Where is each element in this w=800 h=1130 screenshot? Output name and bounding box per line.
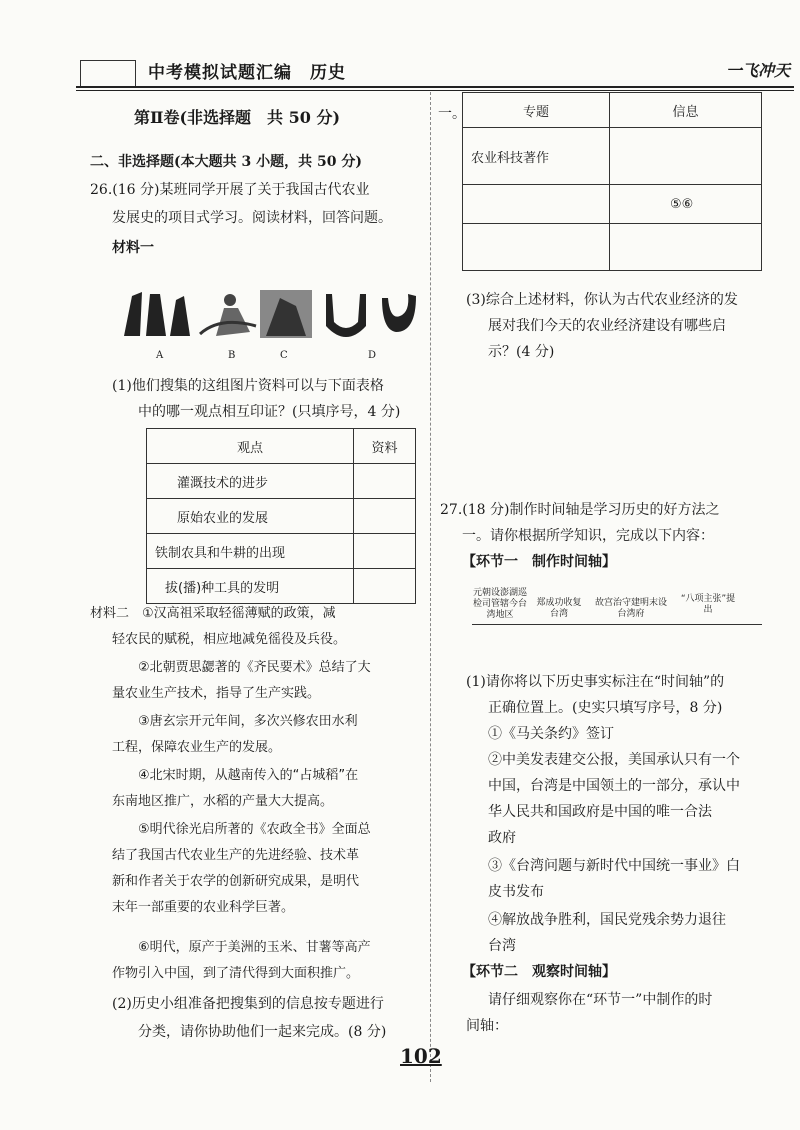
topic-cell: 农业科技著作 — [463, 128, 610, 185]
header-title: 中考模拟试题汇编 历史 — [148, 63, 346, 83]
material2-line: 结了我国古代农业生产的先进经验、技术革 — [112, 848, 360, 863]
fact-item: ①《马关条约》签订 — [488, 726, 614, 742]
page-number: 102 — [400, 1044, 442, 1068]
q26-line2: 发展史的项目式学习。阅读材料，回答问题。 — [112, 210, 392, 226]
material2-line: 轻农民的赋税，相应地减免徭役及兵役。 — [112, 632, 347, 647]
fact-item: 华人民共和国政府是中国的唯一合法 — [488, 804, 712, 820]
fact-item: 政府 — [488, 830, 516, 846]
table-row — [463, 128, 762, 185]
timeline-label: “八项主张”提出 — [680, 594, 736, 615]
table-row — [147, 534, 416, 569]
table-header-topic: 专题 — [463, 93, 610, 128]
figure-d-hoe-icon — [326, 294, 416, 337]
table-row — [147, 464, 416, 499]
material2-line: ④北宋时期，从越南传入的“占城稻”在 — [138, 768, 359, 783]
q3-line1: (3)综合上述材料，你认为古代农业经济的发 — [466, 292, 738, 308]
figure-a-tool-icon — [124, 292, 190, 336]
link2-line1: 请仔细观察你在“环节一”中制作的时 — [488, 992, 713, 1008]
q26-line1: 26.(16 分)某班同学开展了关于我国古代农业 — [90, 182, 370, 198]
header-rule-thin — [76, 90, 794, 91]
material1-label: 材料一 — [112, 240, 154, 256]
q27-1-line2: 正确位置上。(史实只填写序号，8 分) — [488, 700, 723, 716]
fact-item: ④解放战争胜利，国民党残余势力退往 — [488, 912, 726, 928]
link1-heading: 【环节一 制作时间轴】 — [462, 554, 616, 570]
figure-b-plowing-icon — [200, 294, 256, 336]
viewpoint-cell: 铁制农具和牛耕的出现 — [147, 534, 354, 569]
answer-cell[interactable] — [354, 569, 416, 604]
viewpoint-table — [146, 428, 416, 604]
table-row — [463, 224, 762, 271]
material2-line: 新和作者关于农学的创新研究成果，是明代 — [112, 874, 360, 889]
info-cell: ⑤⑥ — [610, 185, 762, 224]
fig-label-c: C — [280, 350, 288, 361]
table-row — [147, 499, 416, 534]
fact-item: ②中美发表建交公报，美国承认只有一个 — [488, 752, 740, 768]
header-logo — [80, 60, 136, 88]
fact-item: ③《台湾问题与新时代中国统一事业》白 — [488, 858, 740, 874]
topic-answer-cell[interactable] — [463, 224, 610, 271]
link2-line2: 间轴： — [466, 1018, 508, 1034]
fact-item: 中国，台湾是中国领土的一部分，承认中 — [488, 778, 740, 794]
q2-line2: 分类，请你协助他们一起来完成。(8 分) — [138, 1024, 387, 1040]
timeline-label: 郑成功收复台湾 — [536, 598, 582, 619]
material2-line: ③唐玄宗开元年间，多次兴修农田水利 — [138, 714, 358, 729]
section-title: 第Ⅱ卷(非选择题 共 50 分) — [134, 108, 341, 127]
material2-line: ⑥明代，原产于美洲的玉米、甘薯等高产 — [138, 940, 371, 955]
fact-item: 台湾 — [488, 938, 516, 954]
info-cell[interactable] — [610, 128, 762, 185]
timeline-axis — [472, 624, 762, 625]
table-header-info: 信息 — [610, 93, 762, 128]
table-header-viewpoint: 观点 — [147, 429, 354, 464]
fig-label-a: A — [156, 350, 164, 361]
q27-line2: 一。请你根据所学知识，完成以下内容： — [462, 528, 714, 544]
answer-cell[interactable] — [354, 464, 416, 499]
table-header-row — [147, 429, 416, 464]
q26-cont-line: 一。 — [438, 106, 466, 122]
viewpoint-cell: 灌溉技术的进步 — [147, 464, 354, 499]
info-answer-cell[interactable] — [610, 224, 762, 271]
topic-answer-cell[interactable] — [463, 185, 610, 224]
topic-table — [462, 92, 762, 271]
link2-heading: 【环节二 观察时间轴】 — [462, 964, 616, 980]
q27-1-line1: (1)请你将以下历史事实标注在“时间轴”的 — [466, 674, 725, 690]
q3-line2: 展对我们今天的农业经济建设有哪些启 — [488, 318, 726, 334]
fig-label-d: D — [368, 350, 377, 361]
header-rule — [76, 86, 794, 88]
q1-line1: (1)他们搜集的这组图片资料可以与下面表格 — [112, 378, 384, 394]
q27-line1: 27.(18 分)制作时间轴是学习历史的好方法之 — [440, 502, 720, 518]
fig-label-b: B — [228, 350, 236, 361]
viewpoint-cell: 原始农业的发展 — [147, 499, 354, 534]
table-header-material: 资料 — [354, 429, 416, 464]
table-row — [147, 569, 416, 604]
q2-line1: (2)历史小组准备把搜集到的信息按专题进行 — [112, 996, 384, 1012]
answer-cell[interactable] — [354, 534, 416, 569]
timeline-label: 元朝设澎湖巡检司管辖今台湾地区 — [472, 588, 527, 620]
table-row — [463, 185, 762, 224]
column-divider — [430, 92, 431, 1082]
figure-c-farming-icon — [260, 290, 312, 338]
material2-line: 材料二 ①汉高祖采取轻徭薄赋的政策，减 — [90, 606, 336, 621]
part-heading: 二、非选择题(本大题共 3 小题，共 50 分) — [90, 154, 362, 170]
answer-cell[interactable] — [354, 499, 416, 534]
q3-line3: 示？(4 分) — [488, 344, 555, 360]
material2-line: ②北朝贾思勰著的《齐民要术》总结了大 — [138, 660, 371, 675]
header-brand: 一飞冲天 — [725, 61, 790, 80]
material2-line: 末年一部重要的农业科学巨著。 — [112, 900, 295, 915]
viewpoint-cell: 拔(播)种工具的发明 — [147, 569, 354, 604]
material2-line: 量农业生产技术，指导了生产实践。 — [112, 686, 321, 701]
material1-figures — [120, 286, 420, 338]
material2-line: 东南地区推广，水稻的产量大大提高。 — [112, 794, 334, 809]
timeline-label: 故宫治守建明末设台湾府 — [594, 598, 667, 619]
material2-line: 工程，保障农业生产的发展。 — [112, 740, 282, 755]
material2-line: ⑤明代徐光启所著的《农政全书》全面总 — [138, 822, 371, 837]
table-header-row — [463, 93, 762, 128]
fact-item: 皮书发布 — [488, 884, 544, 900]
q1-line2: 中的哪一观点相互印证？(只填序号，4 分) — [138, 404, 401, 420]
material2-line: 作物引入中国，到了清代得到大面积推广。 — [112, 966, 360, 981]
